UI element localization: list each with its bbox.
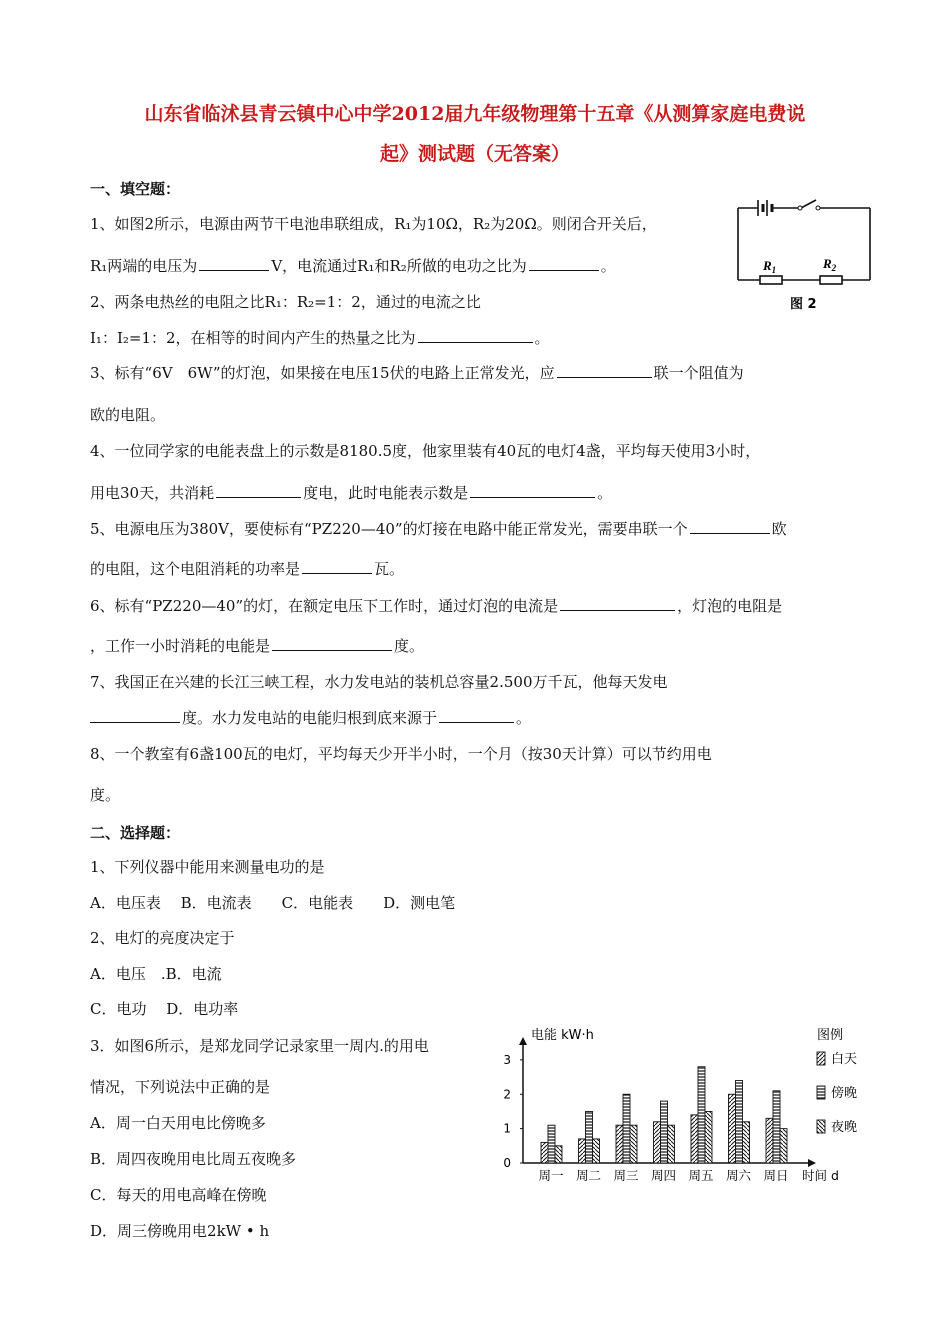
fill-q6-line2 (90, 635, 424, 656)
choice-q2-options-ab: A．电压 .B．电流 (90, 965, 222, 983)
x-axis-label: 时间 d (802, 1168, 839, 1183)
page-title-line1: 山东省临沭县青云镇中心中学2012届九年级物理第十五章《从测算家庭电费说 (144, 103, 806, 125)
legend-swatch-夜晚 (817, 1120, 825, 1133)
text: 度。水力发电站的电能归根到底来源于 (182, 709, 438, 727)
section-choice-heading: 二、选择题： (90, 824, 181, 842)
answer-blank[interactable] (557, 363, 652, 378)
y-tick-label: 3 (503, 1052, 511, 1067)
circuit-diagram (730, 190, 875, 320)
answer-blank[interactable] (418, 328, 533, 343)
answer-blank[interactable] (272, 636, 392, 651)
text: 用电30天，共消耗 (90, 484, 215, 502)
bar-傍晚-周三 (623, 1094, 630, 1163)
resistor-r2-symbol (820, 276, 842, 284)
x-tick-label: 周三 (613, 1168, 639, 1183)
text: 6、标有“PZ220—40”的灯，在额定电压下工作时，通过灯泡的电流是 (90, 597, 559, 615)
y-axis-arrow (519, 1037, 527, 1045)
text: 。 (534, 329, 550, 347)
text: I₁：I₂=1：2，在相等的时间内产生的热量之比为 (90, 329, 416, 347)
bar-夜晚-周日 (780, 1129, 787, 1163)
bar-夜晚-周五 (705, 1111, 712, 1163)
bar-白天-周日 (766, 1118, 773, 1163)
text: 5、电源电压为380V，要使标有“PZ220—40”的灯接在电路中能正常发光，需要串联一个 (90, 520, 688, 538)
bar-傍晚-周六 (736, 1081, 743, 1164)
bar-白天-周二 (579, 1139, 586, 1163)
switch-lever (801, 200, 816, 208)
x-tick-label: 周日 (763, 1168, 789, 1183)
x-tick-label: 周四 (650, 1168, 677, 1183)
choice-q1-options: A．电压表 B．电流表 C．电能表 D．测电笔 (90, 894, 456, 912)
bar-傍晚-周四 (661, 1101, 668, 1163)
bar-白天-周六 (729, 1094, 736, 1163)
x-tick-label: 周五 (688, 1168, 714, 1183)
text: 3、标有“6V 6W”的灯泡，如果接在电压15伏的电路上正常发光，应 (90, 364, 555, 382)
fill-q2-line2 (90, 327, 550, 348)
fill-q5-line1 (90, 518, 787, 539)
fill-q3-line2: 欧的电阻。 (90, 406, 166, 424)
answer-blank[interactable] (529, 256, 599, 271)
fill-q2-line1: 2、两条电热丝的电阻之比R₁：R₂=1：2，通过的电流之比 (90, 293, 481, 311)
choice-q1: 1、下列仪器中能用来测量电功的是 (90, 858, 325, 876)
choice-q2-options-cd: C．电功 D．电功率 (90, 1000, 239, 1018)
choice-q3-line2: 情况，下列说法中正确的是 (90, 1078, 271, 1096)
answer-blank[interactable] (690, 519, 770, 534)
page-title-line2: 起》测试题（无答案） (379, 143, 570, 165)
bar-白天-周四 (654, 1122, 661, 1163)
bar-夜晚-周一 (555, 1146, 562, 1163)
fill-q4-line2 (90, 482, 612, 503)
fill-q7-line1: 7、我国正在兴建的长江三峡工程，水力发电站的装机总容量2.500万千瓦，他每天发电 (90, 673, 668, 691)
fill-q1-line2 (90, 255, 616, 276)
fill-q7-line2 (90, 707, 531, 728)
answer-blank[interactable] (216, 483, 301, 498)
fill-q5-line2 (90, 558, 404, 579)
text: 欧 (771, 520, 787, 538)
text: 联一个阻值为 (653, 364, 744, 382)
chart-bars (541, 1067, 787, 1163)
legend-label-白天: 白天 (831, 1052, 858, 1067)
x-tick-label: 周六 (725, 1168, 752, 1183)
legend-title: 图例 (817, 1028, 844, 1043)
answer-blank[interactable] (90, 708, 180, 723)
y-tick-label: 1 (503, 1121, 511, 1136)
fill-q6-line1 (90, 595, 782, 616)
electricity-usage-chart (495, 1025, 870, 1195)
bar-白天-周一 (541, 1142, 548, 1163)
choice-q3-option-a: A．周一白天用电比傍晚多 (90, 1114, 266, 1132)
text: ，工作一小时消耗的电能是 (90, 637, 271, 655)
fill-q3-line1 (90, 362, 744, 383)
answer-blank[interactable] (560, 596, 675, 611)
resistor-r1-label: $R_1$ (763, 258, 777, 275)
x-axis-arrow (808, 1159, 816, 1167)
bar-夜晚-周三 (630, 1125, 637, 1163)
section-fill-heading: 一、填空题： (90, 180, 181, 198)
text: 的电阻，这个电阻消耗的功率是 (90, 560, 301, 578)
text: 瓦。 (374, 560, 405, 578)
resistor-r1-symbol (760, 276, 782, 284)
bar-夜晚-周二 (593, 1139, 600, 1163)
answer-blank[interactable] (439, 708, 514, 723)
fill-q8-line2: 度。 (90, 786, 121, 804)
text: 。 (597, 484, 613, 502)
answer-blank[interactable] (199, 256, 269, 271)
text: ，灯泡的电阻是 (677, 597, 783, 615)
x-tick-label: 周二 (575, 1168, 602, 1183)
fill-q1-line1: 1、如图2所示，电源由两节干电池串联组成，R₁为10Ω，R₂为20Ω。则闭合开关后， (90, 215, 657, 233)
battery-icon (758, 200, 772, 216)
legend-swatch-白天 (817, 1052, 825, 1065)
bar-夜晚-周四 (668, 1125, 675, 1163)
choice-q3-option-c: C．每天的用电高峰在傍晚 (90, 1186, 267, 1204)
bar-傍晚-周二 (586, 1111, 593, 1163)
answer-blank[interactable] (470, 483, 595, 498)
text: R₁两端的电压为 (90, 257, 198, 275)
bar-白天-周三 (616, 1125, 623, 1163)
y-axis-label: 电能 kW·h (531, 1028, 594, 1043)
chart-legend (817, 1028, 857, 1135)
switch-contact (816, 206, 820, 210)
legend-label-夜晚: 夜晚 (831, 1120, 858, 1135)
legend-swatch-傍晚 (817, 1086, 825, 1099)
choice-q3-option-d: D．周三傍晚用电2kW • h (90, 1222, 270, 1240)
bar-夜晚-周六 (743, 1122, 750, 1163)
legend-label-傍晚: 傍晚 (831, 1086, 858, 1101)
text: 。 (516, 709, 532, 727)
bar-傍晚-周一 (548, 1125, 555, 1163)
fill-q8-line1: 8、一个教室有6盏100瓦的电灯，平均每天少开半小时，一个月（按30天计算）可以节约用电 (90, 745, 712, 763)
choice-q3-option-b: B．周四夜晚用电比周五夜晚多 (90, 1150, 297, 1168)
text: V，电流通过R₁和R₂所做的电功之比为 (271, 257, 527, 275)
resistor-r2-label: $R_2$ (823, 256, 837, 273)
bar-傍晚-周日 (773, 1091, 780, 1163)
bar-白天-周五 (691, 1115, 698, 1163)
y-tick-label: 0 (503, 1156, 511, 1170)
figure-2-caption: 图 2 (790, 297, 817, 312)
x-tick-label: 周一 (538, 1168, 564, 1183)
text: 度。 (394, 637, 425, 655)
answer-blank[interactable] (302, 559, 372, 574)
choice-q3-line1: 3．如图6所示，是郑龙同学记录家里一周内.的用电 (90, 1037, 429, 1055)
y-tick-label: 2 (503, 1087, 511, 1102)
text: 。 (600, 257, 616, 275)
choice-q2: 2、电灯的亮度决定于 (90, 929, 235, 947)
switch-contact (798, 206, 802, 210)
fill-q4-line1: 4、一位同学家的电能表盘上的示数是8180.5度，他家里装有40瓦的电灯4盏，平均每天使用3小时， (90, 442, 761, 460)
bar-傍晚-周五 (698, 1067, 705, 1163)
text: 度电，此时电能表示数是 (303, 484, 469, 502)
